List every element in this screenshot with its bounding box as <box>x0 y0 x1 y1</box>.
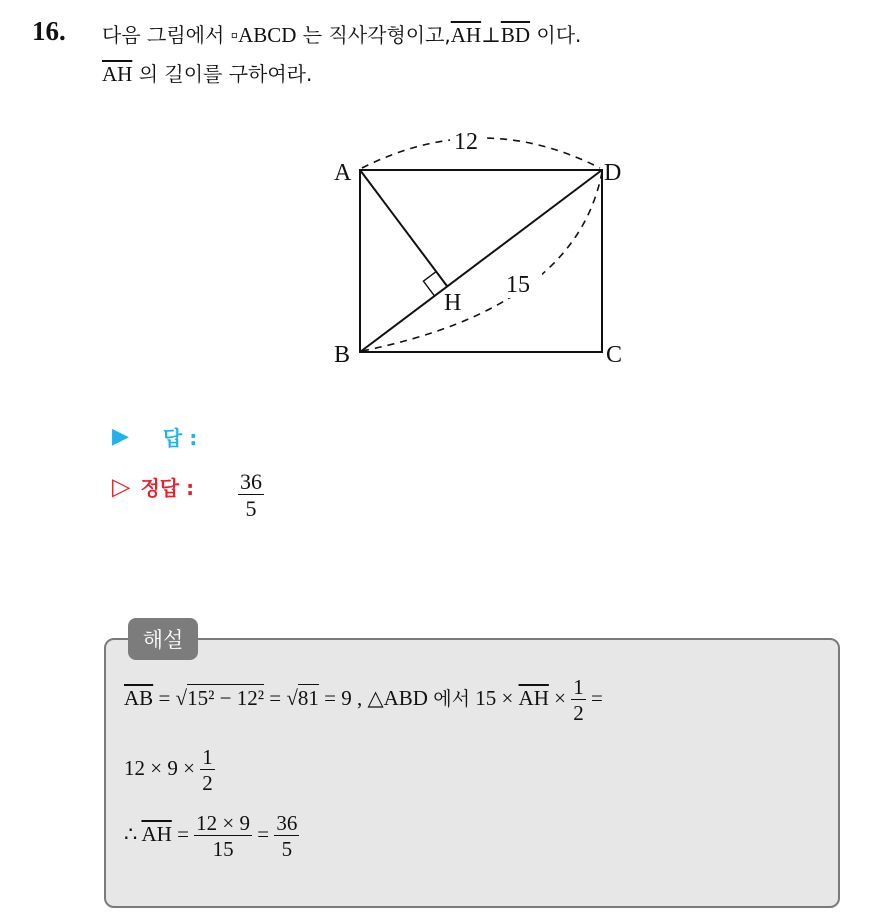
vertex-d: D <box>604 160 622 186</box>
solution-line-2 <box>124 746 215 794</box>
question-line-1 <box>102 19 581 48</box>
segment-ah: $\overline{AH}$ <box>450 23 482 47</box>
sol-eseo: 에서 <box>433 687 470 710</box>
question-number: 16. <box>32 16 66 46</box>
question-text-mid: 는 직사각형이고, <box>296 23 451 47</box>
solution-line-3 <box>124 812 299 860</box>
perpendicular-symbol: ⊥ <box>481 23 501 47</box>
sqrt-1: √15² − 12² <box>175 685 264 710</box>
length-15: 15 <box>506 272 530 298</box>
segment-bd: $\overline{BD}$ <box>500 23 531 47</box>
rectangle-figure <box>326 118 636 380</box>
sol-eq-5: = <box>257 821 270 846</box>
correct-denominator: 5 <box>245 496 257 522</box>
question-text-line2: 의 길이를 구하여라. <box>132 62 313 86</box>
sol-ab: $\overline{AB}$ <box>124 685 154 710</box>
sol-ah-final: $\overline{AH}$ <box>141 821 172 846</box>
rect-symbol: ▫ <box>230 23 239 47</box>
play-triangle-icon: ▶ <box>112 424 129 449</box>
rect-name: ABCD <box>238 23 297 47</box>
answer-input-label: 답 : <box>162 426 198 450</box>
diagonal-bd <box>360 170 602 352</box>
sol-eq-2: = <box>269 685 282 710</box>
sol-eq-4: = <box>177 821 189 846</box>
sol-half-1: $\frac{1}{2}$ <box>573 675 584 726</box>
solution-line-1 <box>124 676 603 724</box>
segment-ah-line <box>360 170 447 286</box>
sol-times: × <box>554 685 566 710</box>
sol-half-2: $\frac{1}{2}$ <box>202 745 213 796</box>
sol-fifteen: 15 × <box>475 685 514 710</box>
outline-triangle-icon: ▷ <box>112 472 131 501</box>
sqrt-2: √81 <box>286 685 319 710</box>
sol-triangle: △ABD <box>367 685 428 710</box>
sol-frac-12x9-15: $\frac{12 \times 9}{15}$ <box>196 811 250 862</box>
right-angle-mark <box>423 272 436 296</box>
vertex-h: H <box>444 290 462 316</box>
sol-therefore: ∴ <box>124 821 138 846</box>
answer-input-row[interactable] <box>112 422 197 451</box>
question-text-post: 이다. <box>530 23 582 47</box>
question-line-2 <box>102 58 312 87</box>
sol-eq-3: = <box>590 685 603 710</box>
solution-tag: 해설 <box>128 618 198 660</box>
sol-nine: = 9 , <box>324 685 363 710</box>
vertex-c: C <box>606 342 623 368</box>
sol-eq-1: = <box>158 685 171 710</box>
length-12: 12 <box>454 129 478 155</box>
segment-ah-2: $\overline{AH}$ <box>102 62 133 86</box>
vertex-a: A <box>334 160 352 186</box>
sol-frac-final: $\frac{36}{5}$ <box>276 811 298 862</box>
correct-answer-label: 정답 : <box>140 476 195 500</box>
sol-line2-text: 12 × 9 × <box>124 755 195 780</box>
vertex-b: B <box>334 342 351 368</box>
sol-ah: $\overline{AH}$ <box>518 685 549 710</box>
correct-numerator: 36 <box>240 469 262 494</box>
question-text-pre: 다음 그림에서 <box>102 23 231 47</box>
correct-answer-fraction <box>238 470 264 520</box>
correct-answer-row <box>112 472 194 501</box>
